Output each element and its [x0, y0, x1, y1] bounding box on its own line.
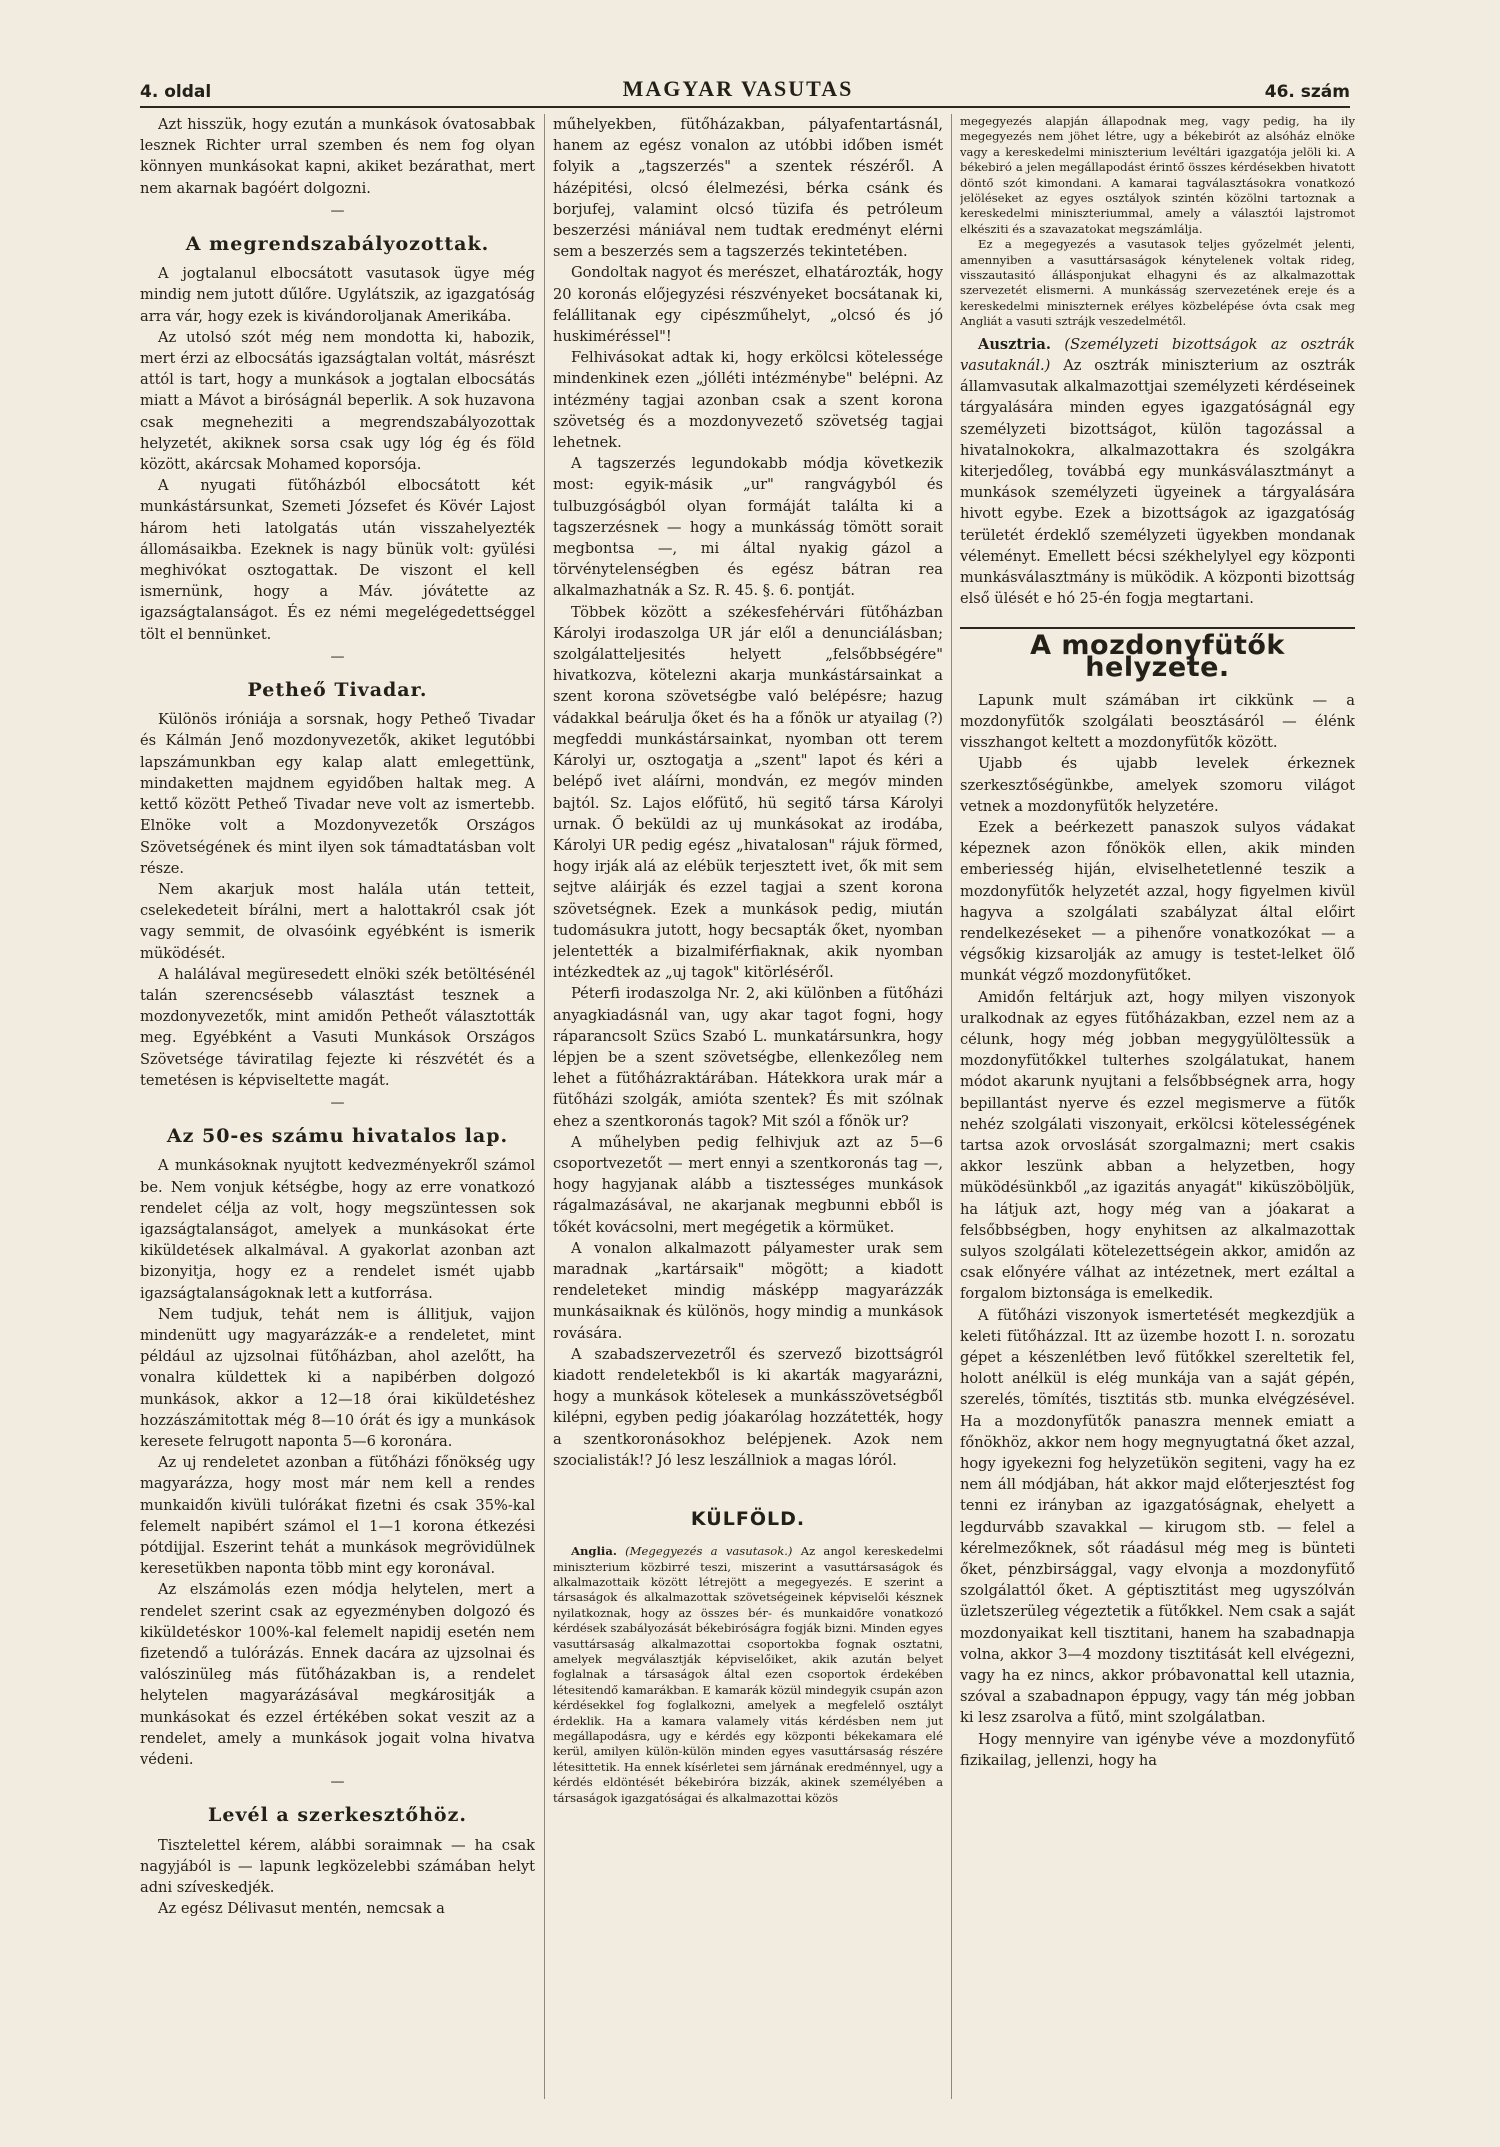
paragraph: Tisztelettel kérem, alábbi soraimnak — ha csak nagyjából is — lapunk legközelebbi számában helyt adni szíveskedjék. — [140, 1836, 535, 1897]
news-item-anglia — [553, 1544, 943, 1806]
column-divider — [544, 114, 545, 2099]
page-number: 4. oldal — [140, 82, 212, 102]
paragraph: Az egész Délivasut mentén, nemcsak a — [158, 1900, 445, 1918]
news-text: Az osztrák miniszterium az osztrák államvasutak alkalmazottjai személyzeti kérdéseinek tárgyalására minden egyes igazgatóságnál egy személyzeti bizottságot, külön tagozással a hivatalnokokra, alkalmazottakra és szolgákra kiterjedőleg, továbbá egy munkásválasztmányt a munkások személyzeti ügyeinek a tárgyalására hivott egybe. Ezek a bizottságok az igazgatóság területét érdeklő személyzeti ügyekben mondanak véleményt. Emellett bécsi székhelylyel egy központi munkásválasztmány is müködik. A központi bizottság első ülését e hó 25-én fogja megtartani. — [960, 356, 1355, 608]
separator-dash: — — [330, 648, 345, 665]
article-heading: Az 50-es számu hivatalos lap. — [166, 1125, 509, 1148]
paragraph: Többek között a székesfehérvári fütőházban Károlyi irodaszolga UR jár elől a denunciálásban; szolgálatteljesités helyett „felsőbbségére" hivatkozva, kötelezni akarja munkástársainkat a szent korona szövetségbe való belépésre; hazug vádakkal beárulja őket és ha a főnök ur atyailag (?) megfeddi munkástársainkat, nyomban ott terem Károlyi ur, osztogatja a „szent" lapot és kéri a belépő ivet aláírni, mondván, ez megóv minden bajtól. Sz. Lajos előfütő, hü segitő társa Károlyi urnak. Ő beküldi az uj munkásokat az irodába, Károlyi UR pedig egész „hivatalosan" rájuk förmed, hogy irják alá az elébük terjesztett ivet, ők mit sem sejtve aláirják és ezzel tagjai a szent korona szövetségnek. Ezek a munkások pedig, miután tudomásukra jutott, hogy becsapták őket, nyomban jelentették a bizalmiférfiaknak, akik nyomban intézkedtek az „uj tagok" kitörléséről. — [553, 603, 943, 982]
paragraph: műhelyekben, fütőházakban, pályafentartásnál, hanem az egész vonalon az utóbbi időben ismét folyik a „tagszerzés" a szentek részéről. A házépitési, olcsó élelmezési, bérka csánk és borjufej, valamint olcsó tüzifa és petróleum beszerzési mániával nem tudtak eredményt elérni sem a beszerzés sem a tagszerzés tekintetében. — [553, 116, 943, 261]
page-header — [140, 64, 1350, 108]
paragraph: Ez a megegyezés a vasutasok teljes győzelmét jelenti, amennyiben a vasuttársaságok kénytelenek voltak rideg, visszautasitó állásponjukat elhagyni és az alkalmazottak szervezetét elismerni. A munkásság szervezetének ereje és a kereskedelmi miniszternek erélyes közbelépése óvta csak meg Angliát a vasuti sztrájk veszedelmétől. — [960, 237, 1355, 329]
paragraph: A vonalon alkalmazott pályamester urak sem maradnak „kartársaik" mögött; a kiadott rendeleteket mindig másképp magyarázzák munkásaiknak és különös, hogy mindig a munkások rovására. — [553, 1239, 943, 1342]
paragraph: Az elszámolás ezen módja helytelen, mert a rendelet szerint csak az egyezményben dolgozó és kiküldetéskor 100%-kal felemelt napidij esetén nem fizetendő a tulórázás. Ennek dacára az ujzsolnai és valószinüleg más fütőházakban is, a rendelet helytelen magyarázásával megkárositják a munkásokat és ezzel értékében sokat veszit az a rendelet, amely a munkások jogait volna hivatva védeni. — [140, 1581, 535, 1769]
paragraph: Ezek a beérkezett panaszok sulyos vádakat képeznek azon főnökök ellen, akik minden emberiesség hiján, elviselhetetlenné teszik a mozdonyfütők helyzetét azzal, hogy figyelmen kivül hagyva a szolgálati szabályzat által előirt rendelkezéseket — a pihenőre vonatkozókat — a végsőkig kizsarolják az amugy is testet-lelket ölő munkát végző mozdonyfütőket. — [960, 818, 1355, 985]
paragraph: Nem akarjuk most halála után tetteit, cselekedeteit bírálni, mert a halottakról csak jót vagy semmit, de olvasóink egyébként is ismerik müködését. — [140, 880, 535, 962]
paragraph: Amidőn feltárjuk azt, hogy milyen viszonyok uralkodnak az egyes fütőházakban, ezzel nem az a célunk, hogy még jobban megygyülöltessük a mozdonyfütőkkel tulterhes szolgálatukat, hanem módot akarunk nyujtani a felsőbbségnek arra, hogy bepillantást nyerve és ezzel megismerve a fütők nehéz szolgálati viszonyait, erkölcsi kötelességének tartsa azok orvoslását szorgalmazni; mert csakis akkor leszünk abban a helyzetben, hogy müködésünkből „az igazitás anyagát" kiküszöböljük, ha látjuk azt, hogy még van a jóakarat a felsőbbségben, hogy enyhitsen az alkalmazottak sulyos szolgálati kötelezettségein akkor, amidőn az csak előnyére válhat az intézetnek, mert ezáltal a forgalom biztonsága is emelkedik. — [960, 988, 1355, 1303]
article-heading: A megrendszabályozottak. — [185, 233, 490, 256]
paragraph: Hogy mennyire van igénybe véve a mozdonyfütő fizikailag, jellenzi, hogy ha — [960, 1730, 1355, 1769]
article-heading: Petheő Tivadar. — [247, 679, 428, 702]
paragraph: A tagszerzés legundokabb módja következik most: egyik-másik „ur" rangvágyból és tulbuzgóságból olyan formáját találta ki a tagszerzésnek — hogy a munkásság tömött sorait megbontsa —, mi által nyakig gázol a törvénytelenségben és egész bátran rea alkalmazhatnák a Sz. R. 45. §. 6. pontját. — [553, 455, 943, 600]
separator-dash: — — [330, 1094, 345, 1111]
paragraph: Péterfi irodaszolga Nr. 2, aki különben a fütőházi anyagkiadásnál van, ugy akar tagot fogni, hogy ráparancsolt Szücs Szabó L. munkatársunkra, hogy lépjen be a szent szövetségbe, ellenkezőleg nem lehet a fütőházraktárában. Hátekkora urak már a fütőházi szolgák, amióta szentek? És mit szólnak ehez a szentkoronás tagok? Mit szól a főnök ur? — [553, 985, 943, 1130]
article-heading: A mozdonyfütők helyzete. — [960, 627, 1355, 677]
section-heading-foreign: KÜLFÖLD. — [690, 1508, 806, 1530]
news-text: Az angol kereskedelmi miniszterium közbirré teszi, miszerint a vasuttársaságok és alkalmazottaik között létrejött a megegyezés. E szerint a társaságok és alkalmazottak szövetségeinek képviselői késznek nyilatkoznak, hogy az összes bér- és munkaidőre vonatkozó kérdések szabályozását békebiróságra fogják bizni. Minden egyes vasuttársaság alkalmazottai csoportokba fognak osztatni, amelyek megválasztják képviselőiket, akik azután belyet foglalnak a társaságok által ezen csoportok érdekében létesitendő kamarákban. E kamarák közül mindegyik csupán azon kérdésekkel fog foglalkozni, amelyek a megfelelő osztályt érdeklik. Ha a kamara valamely vitás kérdésben nem jut megállapodásra, ugy e kérdés egy központi békekamara elé kerül, amilyen külön-külön minden egyes vasuttársaság részére létesittetik. Ha ennek kísérletei sem járnának eredménnyel, ugy a kérdés eldöntését békebiróra bizzák, akinek személyében a társaságok igazgatóságai és alkalmazottai közös — [553, 1544, 943, 1805]
separator-dash: — — [330, 202, 345, 219]
paragraph: A nyugati fütőházból elbocsátott két munkástársunkat, Szemeti Józsefet és Kövér Lajost három heti latolgatás után visszahelyezték állomásaikba. Ezeknek is nagy bünük volt: gyülési meghivókat osztogattak. De viszont el kell ismernünk, hogy a Máv. jóvátette az igazságtalanságot. És ez némi megelégedettséggel tölt el bennünket. — [140, 477, 535, 643]
column-left — [140, 114, 535, 2114]
paragraph: A műhelyben pedig felhivjuk azt az 5—6 csoportvezetőt — mert ennyi a szentkoronás tag —, hogy hagyjanak alább a tisztességes munkások rágalmazásával, ne akarjanak megbunni ebből is tőkét kovácsolni, mert megégetik a körmüket. — [553, 1133, 943, 1236]
paragraph: A fütőházi viszonyok ismertetését megkezdjük a keleti fütőházzal. Itt az üzembe hozott I. n. sorozatu gépet a készenlétben levő fütőkkel szereltetik fel, holott anélkül is elég munkája van a saját gépén, szerelés, tömítés, tisztitás stb. munka elvégzésével. Ha a mozdonyfütők panaszra mennek emiatt a főnökhöz, akkor nem hogy megnyugtatná őket azzal, hogy igyekezni fog helyzetükön segiteni, vagy ha ez nem áll módjában, hát akkor majd előterjesztést fog tenni ez irányban az igazgatóságnak, ehelyett a legdurvább szavakkal — kirugom stb. — felel a kérelmezőknek, sőt ráadásul még meg is bünteti őket, pénzbirsággal, vagy elvonja a mozdonyfütő szolgálattól őket. A géptisztitást meg ugyszólván üzletszerüleg végeztetik a fütőkkel. Nem csak a saját mozdonyaikat kell tisztitani, hanem ha szabadnapja volna, akkor 3—4 mozdony tisztitását kell elvégezni, vagy ha ez nincs, akkor próbavonattal kell utaznia, szóval a szabadnapon éppugy, vagy tán még jobban ki lesz zsarolva a fütő, mint szolgálatban. — [960, 1306, 1355, 1727]
news-subtitle: (Megegyezés a vasutasok.) — [625, 1544, 793, 1559]
paragraph: Lapunk mult számában irt cikkünk — a mozdonyfütők szolgálati beosztásáról — élénk visszhangot keltett a mozdonyfütők között. — [960, 691, 1355, 752]
paragraph: A szabadszervezetről és szervező bizottságról kiadott rendeletekből is ki akarták magyarázni, hogy a munkások kötelesek a munkásszövetségből kilépni, egyben pedig jóakarólag hozzátették, hogy a szentkoronásokhoz belépjenek. Azok nem szocialisták!? Jó lesz leszállniok a magas lóról. — [553, 1345, 943, 1469]
column-middle — [553, 114, 943, 2114]
article-heading: Levél a szerkesztőhöz. — [208, 1804, 467, 1827]
column-divider — [951, 114, 952, 2099]
paragraph: megegyezés alapján állapodnak meg, vagy pedig, ha ily megegyezés nem jöhet létre, ugy a békebirót az alsóház elnöke vagy a kereskedelmi miniszterium levéltári igazgatója jelöli ki. A békebiró a jelen megállapodást érintő összes kérdésekben hivatott döntő szót kimondani. A kamarai tagválasztásokra vonatkozó jelöléseket az egyes osztályok szintén közölni tartoznak a kereskedelmi miniszteriummal, amely a választói lajstromot elkésziti és a szavazatokat megszámlálja. — [960, 114, 1355, 236]
paragraph: Különös iróniája a sorsnak, hogy Petheő Tivadar és Kálmán Jenő mozdonyvezetők, akiket legutóbbi lapszámunkban egy kalap alatt emlegettünk, mindaketten majdnem egyidőben haltak meg. A kettő között Petheő Tivadar neve volt az ismertebb. Elnöke volt a Mozdonyvezetők Országos Szövetségének és mint ilyen sok támadtatásban volt része. — [140, 711, 535, 877]
news-lead: Anglia. — [571, 1544, 617, 1559]
column-right — [960, 114, 1355, 2114]
newspaper-title: MAGYAR VASUTAS — [622, 76, 854, 101]
news-item-ausztria — [960, 334, 1355, 610]
paragraph: Nem tudjuk, tehát nem is állitjuk, vajjon mindenütt ugy magyarázzák-e a rendeletet, mint például az ujzsolnai fütőházban, ahol azelőtt, ha vonalra küldettek ki a napibérben dolgozó munkások, akkor a 12—18 órai kiküldetéshez hozzászámitottak még 8—10 órát és igy a munkások keresete felrugott naponta 5—6 koronára. — [140, 1305, 535, 1450]
news-subtitle: (Személyzeti bizottságok az osztrák vasutaknál.) — [960, 335, 1355, 374]
separator-dash: — — [330, 1774, 345, 1791]
paragraph: Felhivásokat adtak ki, hogy erkölcsi kötelessége mindenkinek ezen „jólléti intézménybe" belépni. Az intézmény tagjai azonban csak a szent korona szövetség és a mozdonyvezető szövetség tagjai lehetnek. — [553, 349, 943, 452]
paragraph: A munkásoknak nyujtott kedvezményekről számol be. Nem vonjuk kétségbe, hogy az erre vonatkozó rendelet célja az volt, hogy megszüntessen sok igazságtalanságot, amelyek a munkásokat érte kiküldetések alkalmával. A gyakorlat azonban azt bizonyitja, hogy ez a rendelet ismét ujabb igazságtalanságoknak lett a kutforrása. — [140, 1157, 535, 1302]
issue-number: 46. szám — [1264, 82, 1350, 102]
paragraph: Az uj rendeletet azonban a fütőházi főnökség ugy magyarázza, hogy most már nem kell a rendes munkaidőn kivüli tulórákat fizetni és csak 35%-kal felemelt napibért számol el 1—1 korona étkezési pótdijjal. Eszerint tehát a munkások megrövidülnek keresetükben naponta több mint egy koronával. — [140, 1454, 535, 1578]
paragraph: A halálával megüresedett elnöki szék betöltésénél talán szerencsésebb választást tesznek a mozdonyvezetők, mint amidőn Petheőt választották meg. Egyébként a Vasuti Munkások Országos Szövetsége táviratilag fejezte ki részvétét és a temetésen is képviseltette magát. — [140, 965, 535, 1089]
paragraph: Gondoltak nagyot és merészet, elhatározták, hogy 20 koronás előjegyzési részvényeket bocsátanak ki, felállitanak egy cipészműhelyt, „olcsó és jó huskiméréssel"! — [553, 264, 943, 346]
paragraph: A jogtalanul elbocsátott vasutasok ügye még mindig nem jutott dűlőre. Ugylátszik, az igazgatóság arra vár, hogy ezek is kivándoroljanak Amerikába. — [140, 265, 535, 325]
paragraph: Ujabb és ujabb levelek érkeznek szerkesztőségünkbe, amelyek szomoru világot vetnek a mozdonyfütők helyzetére. — [960, 755, 1355, 815]
paragraph: Azt hisszük, hogy ezután a munkások óvatosabbak lesznek Richter urral szemben és nem fog olyan könnyen munkásokat kapni, akiket bezárathat, mert nem akarnak bagóért dolgozni. — [140, 116, 535, 197]
news-lead: Ausztria. — [978, 335, 1051, 353]
paragraph: Az utolsó szót még nem mondotta ki, habozik, mert érzi az elbocsátás igazságtalan voltát, másrészt attól is tart, hogy a munkások a jogtalan elbocsátás miatt a Mávot a biróságnál beperlik. A sok huzavona csak megneheziti a megrendszabályozottak helyzetét, akiknek sorsa csak ugy lóg ég és föld között, akárcsak Mohamed koporsója. — [140, 328, 535, 474]
